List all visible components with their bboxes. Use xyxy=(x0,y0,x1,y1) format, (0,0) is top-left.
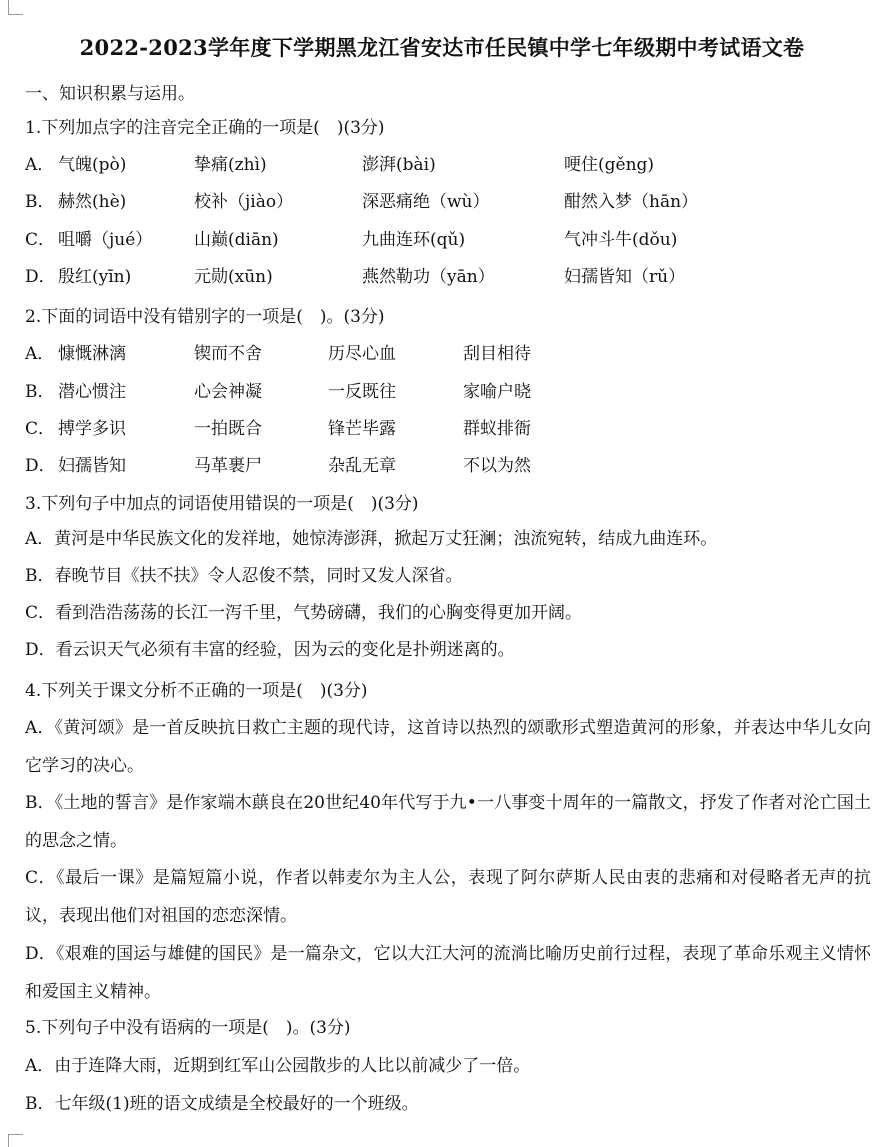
q2-option-a xyxy=(25,342,875,366)
option-item: 家喻户晓 xyxy=(463,382,531,402)
option-item: 殷红(yīn) xyxy=(58,267,132,287)
option-item: 气冲斗牛(dǒu) xyxy=(564,230,678,250)
option-item: 心会神凝 xyxy=(194,382,262,402)
q2-stem: 2.下面的词语中没有错别字的一项是( )。(3分) xyxy=(25,307,385,327)
option-item: 不以为然 xyxy=(463,456,531,476)
option-item: 澎湃(bài) xyxy=(362,155,436,175)
q2-option-c xyxy=(25,417,875,441)
page-corner-mark-top xyxy=(8,0,23,15)
q4-option-a: A．《黄河颂》是一首反映抗日救亡主题的现代诗，这首诗以热烈的颂歌形式塑造黄河的形象，并表达中华儿女向它学习的决心。 xyxy=(25,718,871,776)
q2-option-d xyxy=(25,454,875,478)
option-item: 燕然勒功（yān） xyxy=(362,267,495,287)
option-item: 气魄(pò) xyxy=(58,155,127,175)
option-item: 搏学多识 xyxy=(58,419,126,439)
option-label: A． xyxy=(25,344,55,364)
option-item: 妇孺皆知（rǔ） xyxy=(564,267,686,287)
option-item: 锲而不舍 xyxy=(194,344,262,364)
option-item: 一拍既合 xyxy=(194,419,262,439)
option-item: 哽住(gěng) xyxy=(564,155,655,175)
option-item: 挚痛(zhì) xyxy=(194,155,267,175)
option-item: 杂乱无章 xyxy=(328,456,396,476)
q1-option-b xyxy=(25,190,875,214)
option-item: 元勋(xūn) xyxy=(194,267,273,287)
q1-option-a xyxy=(25,153,875,177)
option-item: 校补（jiào） xyxy=(194,192,294,212)
option-item: 潜心惯注 xyxy=(58,382,126,402)
q1-stem: 1.下列加点字的注音完全正确的一项是( )(3分) xyxy=(25,118,385,138)
q3-stem: 3.下列句子中加点的词语使用错误的一项是( )(3分) xyxy=(25,494,419,514)
option-label: D． xyxy=(25,456,56,476)
section-heading: 一、知识积累与运用。 xyxy=(25,84,195,104)
option-label: B． xyxy=(25,192,55,212)
q4-option-c: C．《最后一课》是篇短篇小说，作者以韩麦尔为主人公，表现了阿尔萨斯人民由衷的悲痛和对侵略者无声的抗议，表现出他们对祖国的恋恋深情。 xyxy=(25,868,871,926)
option-item: 慷慨淋漓 xyxy=(58,344,126,364)
q4-option-b: B．《土地的誓言》是作家端木蕻良在20世纪40年代写于九•一八事变十周年的一篇散文，抒发了作者对沦亡国土的思念之情。 xyxy=(25,793,871,851)
option-label: C． xyxy=(25,419,56,439)
option-label: A． xyxy=(25,155,55,175)
exam-title: 2022-2023学年度下学期黑龙江省安达市任民镇中学七年级期中考试语文卷 xyxy=(79,35,805,60)
page-corner-mark-bottom xyxy=(8,1134,23,1147)
q3-option-c: C．看到浩浩荡荡的长江一泻千里，气势磅礴，我们的心胸变得更加开阔。 xyxy=(25,603,583,623)
option-item: 群蚁排衙 xyxy=(463,419,531,439)
option-item: 酣然入梦（hān） xyxy=(564,192,699,212)
q2-option-b xyxy=(25,380,875,404)
option-item: 锋芒毕露 xyxy=(328,419,396,439)
q1-option-c xyxy=(25,228,875,252)
option-item: 深恶痛绝（wù） xyxy=(362,192,490,212)
option-item: 咀嚼（jué） xyxy=(58,230,153,250)
q4-option-d: D．《艰难的国运与雄健的国民》是一篇杂文，它以大江大河的流淌比喻历史前行过程，表现了革命乐观主义情怀和爱国主义精神。 xyxy=(25,944,871,1002)
q1-option-d xyxy=(25,265,875,289)
q5-option-a: A．由于连降大雨，近期到红军山公园散步的人比以前减少了一倍。 xyxy=(25,1056,531,1076)
q3-option-a: A．黄河是中华民族文化的发祥地，她惊涛澎湃，掀起万丈狂澜；浊流宛转，结成九曲连环。 xyxy=(25,529,718,549)
q5-option-b: B．七年级(1)班的语文成绩是全校最好的一个班级。 xyxy=(25,1094,419,1114)
option-item: 赫然(hè) xyxy=(58,192,127,212)
option-item: 一反既往 xyxy=(328,382,396,402)
q3-option-b: B．春晚节目《扶不扶》令人忍俊不禁，同时又发人深省。 xyxy=(25,566,463,586)
option-item: 刮目相待 xyxy=(463,344,531,364)
q4-stem: 4.下列关于课文分析不正确的一项是( )(3分) xyxy=(25,681,368,701)
option-item: 山巅(diān) xyxy=(194,230,279,250)
option-label: B． xyxy=(25,382,55,402)
q5-stem: 5.下列句子中没有语病的一项是( )。(3分) xyxy=(25,1018,351,1038)
option-label: C． xyxy=(25,230,56,250)
option-item: 历尽心血 xyxy=(328,344,396,364)
q3-option-d: D．看云识天气必须有丰富的经验，因为云的变化是扑朔迷离的。 xyxy=(25,640,515,660)
option-item: 马革裹尸 xyxy=(194,456,262,476)
option-item: 妇孺皆知 xyxy=(58,456,126,476)
option-item: 九曲连环(qǔ) xyxy=(362,230,466,250)
option-label: D． xyxy=(25,267,56,287)
